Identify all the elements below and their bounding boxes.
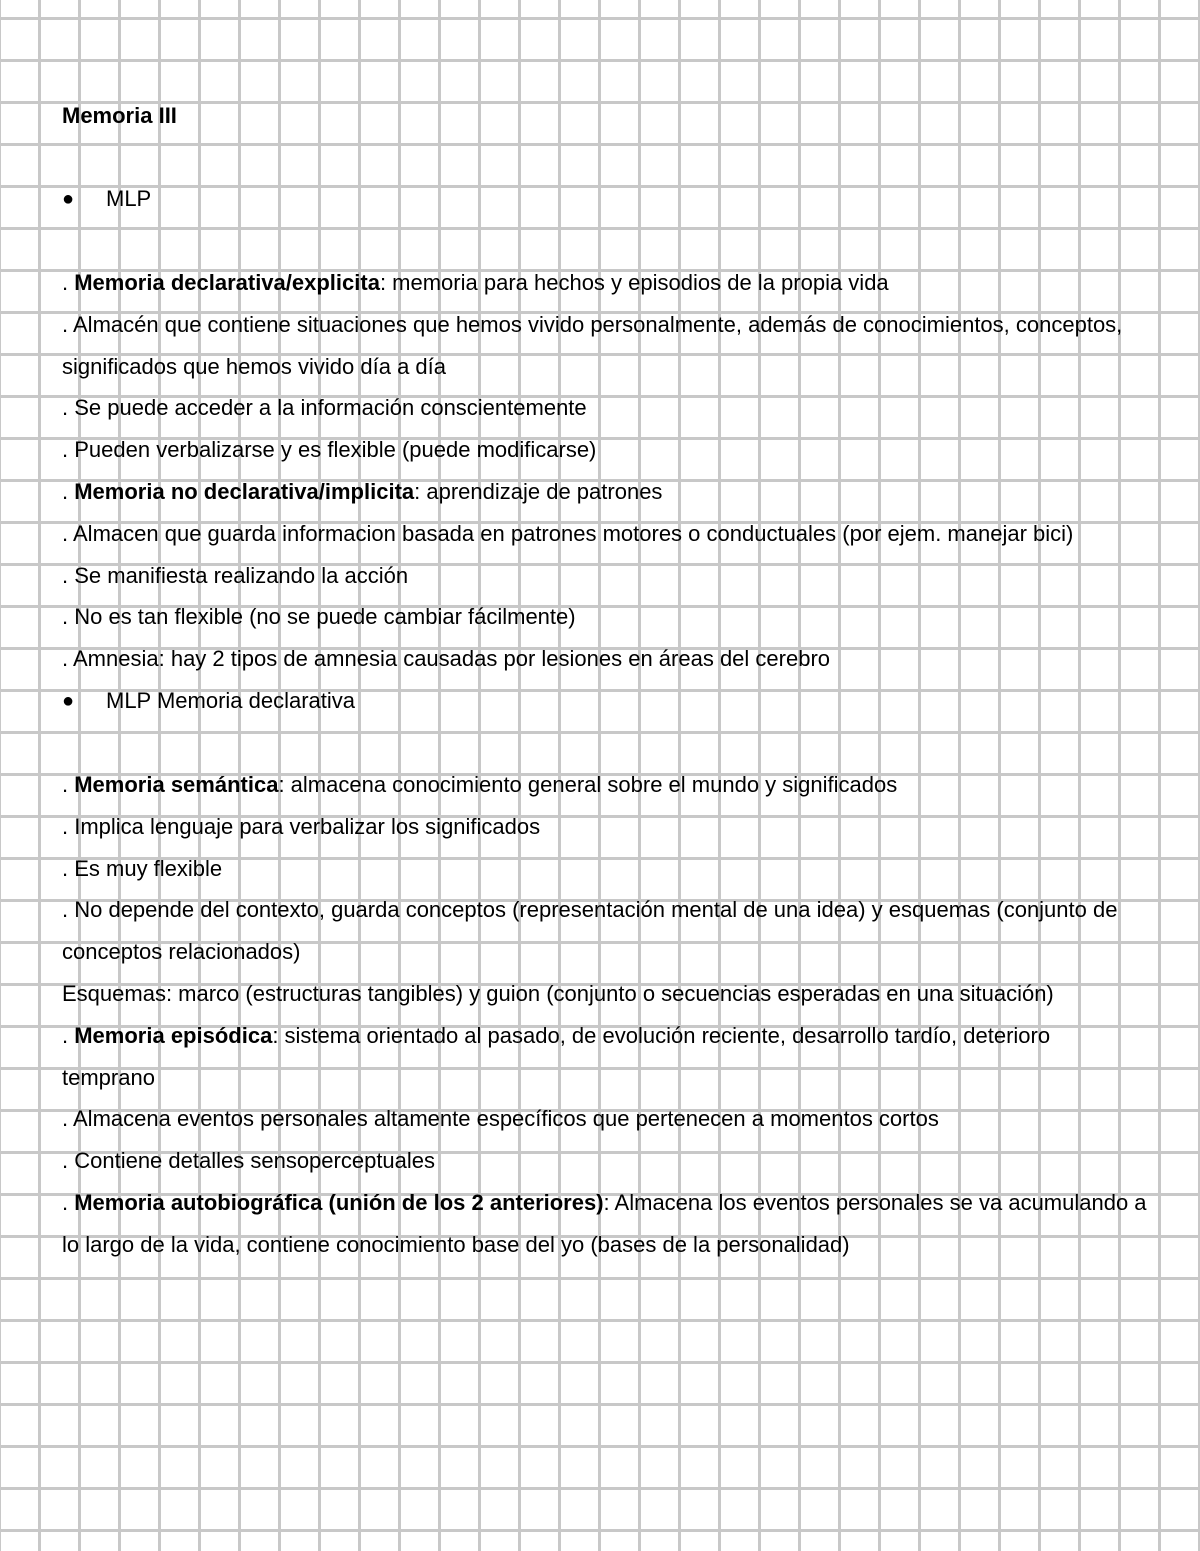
bullet-text: MLP Memoria declarativa	[106, 687, 356, 713]
term-definition: : sistema orientado al pasado, de evolución reciente, desarrollo tardío, deterioro temprano	[62, 1022, 1051, 1090]
term-definition: : Almacena los eventos personales se va acumulando a lo largo de la vida, contiene conocimiento base del yo (bases de la personalidad)	[62, 1189, 1147, 1257]
term-bold: Memoria declarativa/explicita	[74, 270, 380, 295]
paragraph: Esquemas: marco (estructuras tangibles) y guion (conjunto o secuencias esperadas en una situación)	[62, 980, 1054, 1006]
term-bold: Memoria semántica	[74, 771, 279, 797]
paragraph: . Implica lenguaje para verbalizar los significados	[62, 813, 541, 839]
bullet-item	[62, 680, 1147, 722]
bullet-dot-icon: ●	[62, 689, 75, 712]
paragraph: . Contiene detalles sensoperceptuales	[62, 1148, 436, 1174]
blank-line	[62, 136, 1147, 178]
paragraph: . Se manifiesta realizando la acción	[62, 562, 409, 588]
paragraph: . Almacena eventos personales altamente específicos que pertenecen a momentos cortos	[62, 1106, 939, 1132]
notebook-page	[62, 96, 1147, 1266]
paragraph: . No es tan flexible (no se puede cambiar fácilmente)	[62, 604, 576, 630]
paragraph: . No depende del contexto, guarda conceptos (representación mental de una idea) y esquemas (conjunto de conceptos relacionados)	[62, 897, 1118, 965]
term-bold: Memoria autobiográfica (unión de los 2 anteriores)	[74, 1189, 604, 1215]
term-bold: Memoria episódica	[74, 1022, 273, 1048]
term-definition: : almacena conocimiento general sobre el mundo y significados	[278, 771, 898, 797]
paragraph: . Es muy flexible	[62, 855, 223, 881]
page-title: Memoria III	[62, 103, 177, 128]
term-definition: : aprendizaje de patrones	[414, 478, 663, 504]
bullet-text: MLP	[106, 186, 152, 211]
paragraph: . Pueden verbalizarse y es flexible (puede modificarse)	[62, 437, 597, 463]
paragraph: . Memoria episódica: sistema orientado al pasado, de evolución reciente, desarrollo tardío, deterioro temprano	[62, 1022, 1051, 1090]
paragraph: . Se puede acceder a la información conscientemente	[62, 395, 587, 421]
blank-line	[62, 722, 1147, 764]
blank-line	[62, 220, 1147, 262]
paragraph: . Almacén que contiene situaciones que hemos vivido personalmente, además de conocimientos, conceptos, significados que hemos vivido día a día	[62, 311, 1123, 379]
term-bold: Memoria no declarativa/implicita	[74, 478, 415, 504]
paragraph: . Memoria autobiográfica (unión de los 2 anteriores): Almacena los eventos personales se va acumulando a lo largo de la vida, contiene conocimiento base del yo (bases de la personalidad)	[62, 1189, 1147, 1257]
paragraph: . Memoria declarativa/explicita: memoria para hechos y episodios de la propia vida	[62, 270, 889, 295]
bullet-item	[62, 178, 1147, 220]
term-definition: : memoria para hechos y episodios de la propia vida	[379, 270, 889, 295]
paragraph: . Memoria no declarativa/implicita: aprendizaje de patrones	[62, 478, 663, 504]
bullet-dot-icon: ●	[62, 188, 75, 210]
paragraph: . Memoria semántica: almacena conocimiento general sobre el mundo y significados	[62, 771, 898, 797]
paragraph: . Amnesia: hay 2 tipos de amnesia causadas por lesiones en áreas del cerebro	[62, 646, 831, 672]
paragraph: . Almacen que guarda informacion basada en patrones motores o conductuales (por ejem. manejar bici)	[62, 520, 1074, 546]
